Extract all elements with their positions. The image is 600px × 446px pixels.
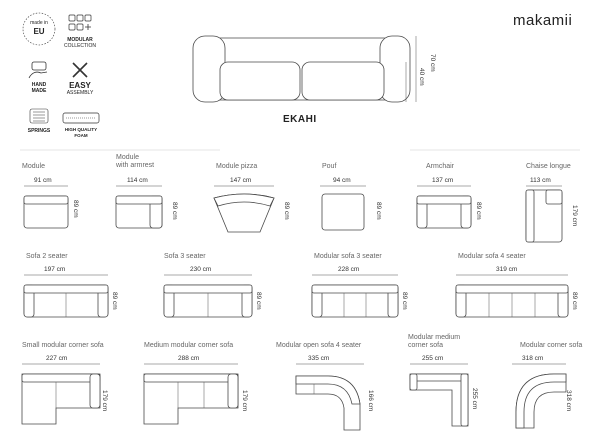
armrest-module-label: Module with armrest xyxy=(116,154,155,169)
foam-label-2: FOAM xyxy=(74,133,88,138)
small-corner-width: 227 cm xyxy=(46,355,68,362)
corner-sofa-depth: 318 cm xyxy=(565,390,572,412)
modular-label-2: COLLECTION xyxy=(64,43,96,49)
modular-sofa3-drawing xyxy=(310,275,402,321)
medium-corner-modular-label: Modular medium corner sofa xyxy=(408,334,461,349)
corner-sofa-label: Modular corner sofa xyxy=(520,342,583,349)
product-title: EKAHI xyxy=(283,114,317,125)
tools-icon xyxy=(70,60,90,80)
pouf-depth: 89 cm xyxy=(375,202,382,220)
corner-sofa-width: 318 cm xyxy=(522,355,544,362)
module-width: 91 cm xyxy=(34,177,52,184)
springs-label: SPRINGS xyxy=(27,128,51,134)
armchair-drawing xyxy=(415,186,475,234)
armchair-label: Armchair xyxy=(426,163,455,170)
eu-made-in-label: made in xyxy=(30,20,48,26)
eu-label: EU xyxy=(33,27,45,36)
sofa3-depth: 89 cm xyxy=(255,292,262,310)
open-sofa4-depth: 166 cm xyxy=(367,390,374,412)
handmade-label: HAND xyxy=(31,82,47,88)
armchair-depth: 89 cm xyxy=(475,202,482,220)
medium-corner-depth: 179 cm xyxy=(241,390,248,412)
sofa2-width: 197 cm xyxy=(44,266,66,273)
pizza-module-width: 147 cm xyxy=(230,177,252,184)
modular-sofa4-width: 319 cm xyxy=(496,266,518,273)
medium-corner-label: Medium modular corner sofa xyxy=(144,342,234,349)
sofa2-drawing xyxy=(22,275,112,321)
pizza-module-label: Module pizza xyxy=(216,163,258,170)
small-corner-drawing xyxy=(20,364,104,426)
medium-corner-drawing xyxy=(142,364,242,426)
section-divider xyxy=(20,148,580,152)
easy-label-2: ASSEMBLY xyxy=(66,90,94,96)
armrest-module-depth: 89 cm xyxy=(171,202,178,220)
sofa3-label: Sofa 3 seater xyxy=(164,253,206,260)
chaise-longue-label: Chaise longue xyxy=(526,163,571,170)
chaise-longue-drawing xyxy=(522,186,570,244)
modular-sofa3-width: 228 cm xyxy=(338,266,360,273)
medium-corner-modular-depth: 255 cm xyxy=(471,388,478,410)
sofa2-depth: 89 cm xyxy=(111,292,118,310)
hero-sofa-drawing xyxy=(190,30,420,110)
sofa3-width: 230 cm xyxy=(190,266,212,273)
modular-sofa4-label: Modular sofa 4 seater xyxy=(458,253,526,260)
handmade-label-2: MADE xyxy=(31,88,47,94)
small-corner-label: Small modular corner sofa xyxy=(22,342,104,349)
modular-sofa3-label: Modular sofa 3 seater xyxy=(314,253,382,260)
hero-seat-height-dim: 40 cm xyxy=(418,68,425,86)
sofa3-drawing xyxy=(162,275,256,321)
small-corner-depth: 179 cm xyxy=(101,390,108,412)
sofa2-label: Sofa 2 seater xyxy=(26,253,68,260)
foam-icon xyxy=(62,112,100,124)
pizza-module-depth: 89 cm xyxy=(283,202,290,220)
module-depth: 89 cm xyxy=(72,200,79,218)
brand-logo: makamii xyxy=(513,12,573,29)
module-drawing xyxy=(22,186,72,232)
armrest-module-width: 114 cm xyxy=(127,177,148,184)
foam-label: HIGH QUALITY xyxy=(64,127,98,132)
modular-label: MODULAR xyxy=(67,37,93,43)
open-sofa4-label: Modular open sofa 4 seater xyxy=(276,342,362,349)
armchair-width: 137 cm xyxy=(432,177,454,184)
modular-sofa4-drawing xyxy=(454,275,572,321)
medium-corner-modular-width: 255 cm xyxy=(422,355,444,362)
hero-height-dim: 70 cm xyxy=(429,54,436,72)
chaise-longue-depth: 179 cm xyxy=(571,205,578,227)
medium-corner-modular-drawing xyxy=(408,364,472,428)
medium-corner-width: 288 cm xyxy=(178,355,200,362)
open-sofa4-width: 335 cm xyxy=(308,355,330,362)
pouf-label: Pouf xyxy=(322,163,337,170)
module-label: Module xyxy=(22,163,45,170)
armrest-module-drawing xyxy=(114,186,166,232)
modular-grid-icon xyxy=(68,14,92,34)
handmade-icon xyxy=(27,60,51,80)
chaise-longue-width: 113 cm xyxy=(530,177,551,184)
pouf-drawing xyxy=(318,186,370,234)
pizza-module-drawing xyxy=(212,186,278,234)
corner-sofa-drawing xyxy=(510,364,570,430)
modular-sofa4-depth: 89 cm xyxy=(571,292,578,310)
easy-label: EASY xyxy=(69,81,91,90)
open-sofa4-drawing xyxy=(294,364,368,432)
pouf-width: 94 cm xyxy=(333,177,351,184)
springs-icon xyxy=(29,108,49,124)
modular-sofa3-depth: 89 cm xyxy=(401,292,408,310)
